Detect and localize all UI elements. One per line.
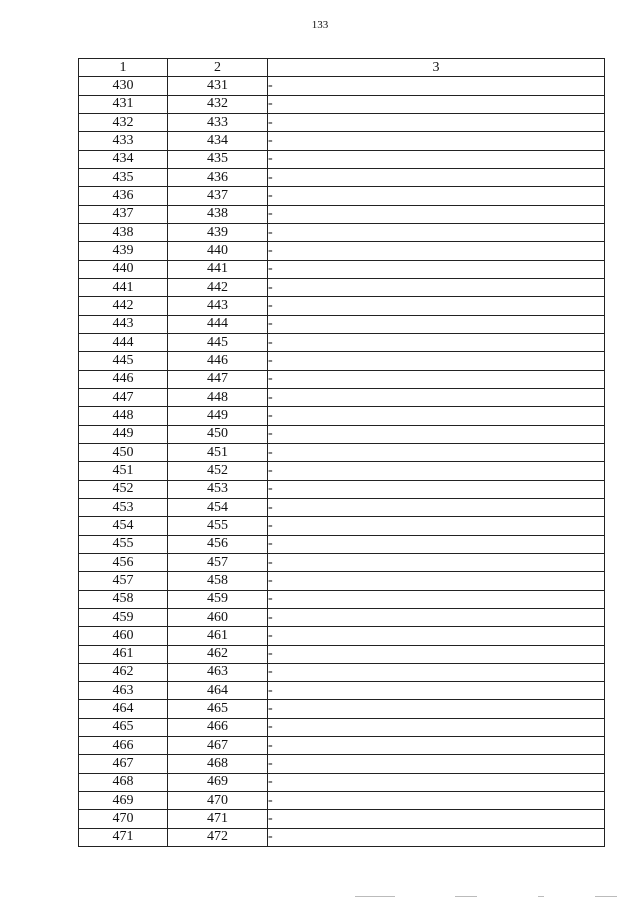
table-row bbox=[79, 572, 605, 590]
cell-col-2: 436 bbox=[168, 168, 268, 186]
cell-col-1: 437 bbox=[79, 205, 168, 223]
cell-col-1: 464 bbox=[79, 700, 168, 718]
cell-col-2: 437 bbox=[168, 187, 268, 205]
cell-col-2: 464 bbox=[168, 682, 268, 700]
cell-col-2: 445 bbox=[168, 333, 268, 351]
cell-col-3: - bbox=[268, 315, 605, 333]
table-row bbox=[79, 260, 605, 278]
cell-col-2: 460 bbox=[168, 608, 268, 626]
table-row bbox=[79, 443, 605, 461]
cell-col-3: - bbox=[268, 150, 605, 168]
table-row bbox=[79, 278, 605, 296]
cell-col-2: 469 bbox=[168, 773, 268, 791]
table-row bbox=[79, 205, 605, 223]
cell-col-3: - bbox=[268, 553, 605, 571]
cell-col-1: 456 bbox=[79, 553, 168, 571]
table-row bbox=[79, 590, 605, 608]
cell-col-1: 470 bbox=[79, 810, 168, 828]
table-row bbox=[79, 627, 605, 645]
cell-col-2: 438 bbox=[168, 205, 268, 223]
page-number: 133 bbox=[311, 19, 329, 31]
cell-col-3: - bbox=[268, 645, 605, 663]
cell-col-1: 451 bbox=[79, 462, 168, 480]
cell-col-3: - bbox=[268, 297, 605, 315]
table-row bbox=[79, 718, 605, 736]
cell-col-2: 432 bbox=[168, 95, 268, 113]
cell-col-1: 441 bbox=[79, 278, 168, 296]
table-row bbox=[79, 462, 605, 480]
table-row bbox=[79, 242, 605, 260]
cell-col-1: 468 bbox=[79, 773, 168, 791]
cell-col-2: 446 bbox=[168, 352, 268, 370]
cell-col-2: 466 bbox=[168, 718, 268, 736]
table-row bbox=[79, 407, 605, 425]
cell-col-3: - bbox=[268, 517, 605, 535]
cell-col-1: 444 bbox=[79, 333, 168, 351]
cell-col-3: - bbox=[268, 663, 605, 681]
cell-col-1: 434 bbox=[79, 150, 168, 168]
cell-col-3: - bbox=[268, 572, 605, 590]
cell-col-3: - bbox=[268, 223, 605, 241]
cell-col-3: - bbox=[268, 718, 605, 736]
cell-col-2: 452 bbox=[168, 462, 268, 480]
cell-col-1: 447 bbox=[79, 388, 168, 406]
cell-col-1: 465 bbox=[79, 718, 168, 736]
data-table bbox=[78, 58, 605, 847]
cell-col-3: - bbox=[268, 498, 605, 516]
cell-col-3: - bbox=[268, 443, 605, 461]
cell-col-3: - bbox=[268, 333, 605, 351]
cell-col-1: 450 bbox=[79, 443, 168, 461]
cell-col-2: 467 bbox=[168, 737, 268, 755]
table-row bbox=[79, 737, 605, 755]
cell-col-2: 453 bbox=[168, 480, 268, 498]
cell-col-1: 452 bbox=[79, 480, 168, 498]
cell-col-2: 459 bbox=[168, 590, 268, 608]
cell-col-3: - bbox=[268, 113, 605, 131]
cell-col-3: - bbox=[268, 535, 605, 553]
cell-col-2: 442 bbox=[168, 278, 268, 296]
cell-col-1: 440 bbox=[79, 260, 168, 278]
cell-col-1: 439 bbox=[79, 242, 168, 260]
cell-col-3: - bbox=[268, 773, 605, 791]
cell-col-2: 463 bbox=[168, 663, 268, 681]
cell-col-3: - bbox=[268, 168, 605, 186]
table-row bbox=[79, 370, 605, 388]
table-row bbox=[79, 187, 605, 205]
cell-col-3: - bbox=[268, 388, 605, 406]
cell-col-1: 469 bbox=[79, 792, 168, 810]
table-row bbox=[79, 315, 605, 333]
table-row bbox=[79, 132, 605, 150]
cell-col-2: 444 bbox=[168, 315, 268, 333]
cell-col-3: - bbox=[268, 608, 605, 626]
table-row bbox=[79, 95, 605, 113]
cell-col-2: 470 bbox=[168, 792, 268, 810]
table-row bbox=[79, 498, 605, 516]
cell-col-3: - bbox=[268, 792, 605, 810]
table-body bbox=[79, 77, 605, 847]
cell-col-1: 438 bbox=[79, 223, 168, 241]
cell-col-1: 431 bbox=[79, 95, 168, 113]
header-row bbox=[79, 59, 605, 77]
cell-col-1: 445 bbox=[79, 352, 168, 370]
cell-col-3: - bbox=[268, 700, 605, 718]
cell-col-2: 435 bbox=[168, 150, 268, 168]
cell-col-3: - bbox=[268, 407, 605, 425]
cell-col-2: 458 bbox=[168, 572, 268, 590]
column-header-2: 2 bbox=[168, 59, 268, 77]
cell-col-1: 448 bbox=[79, 407, 168, 425]
table-row bbox=[79, 810, 605, 828]
cell-col-1: 466 bbox=[79, 737, 168, 755]
table-row bbox=[79, 792, 605, 810]
cell-col-3: - bbox=[268, 187, 605, 205]
cell-col-2: 431 bbox=[168, 77, 268, 95]
cell-col-2: 441 bbox=[168, 260, 268, 278]
cell-col-2: 472 bbox=[168, 828, 268, 846]
table-row bbox=[79, 388, 605, 406]
column-header-1: 1 bbox=[79, 59, 168, 77]
cell-col-3: - bbox=[268, 480, 605, 498]
cell-col-3: - bbox=[268, 95, 605, 113]
cell-col-2: 450 bbox=[168, 425, 268, 443]
column-header-3: 3 bbox=[268, 59, 605, 77]
cell-col-2: 457 bbox=[168, 553, 268, 571]
cell-col-2: 447 bbox=[168, 370, 268, 388]
cell-col-2: 461 bbox=[168, 627, 268, 645]
cell-col-1: 463 bbox=[79, 682, 168, 700]
table-row bbox=[79, 517, 605, 535]
cell-col-1: 430 bbox=[79, 77, 168, 95]
cell-col-1: 457 bbox=[79, 572, 168, 590]
table-row bbox=[79, 755, 605, 773]
cell-col-2: 439 bbox=[168, 223, 268, 241]
cell-col-1: 462 bbox=[79, 663, 168, 681]
table-header bbox=[79, 59, 605, 77]
table-row bbox=[79, 828, 605, 846]
table-row bbox=[79, 223, 605, 241]
cell-col-2: 434 bbox=[168, 132, 268, 150]
table-row bbox=[79, 425, 605, 443]
cell-col-3: - bbox=[268, 755, 605, 773]
table-row bbox=[79, 608, 605, 626]
cell-col-3: - bbox=[268, 260, 605, 278]
cell-col-3: - bbox=[268, 828, 605, 846]
cell-col-3: - bbox=[268, 242, 605, 260]
cell-col-1: 459 bbox=[79, 608, 168, 626]
cell-col-3: - bbox=[268, 737, 605, 755]
table-row bbox=[79, 773, 605, 791]
cell-col-1: 442 bbox=[79, 297, 168, 315]
table-row bbox=[79, 682, 605, 700]
cell-col-1: 467 bbox=[79, 755, 168, 773]
cell-col-1: 449 bbox=[79, 425, 168, 443]
table-row bbox=[79, 150, 605, 168]
cell-col-3: - bbox=[268, 682, 605, 700]
cell-col-2: 451 bbox=[168, 443, 268, 461]
cell-col-3: - bbox=[268, 627, 605, 645]
cell-col-2: 455 bbox=[168, 517, 268, 535]
cell-col-1: 432 bbox=[79, 113, 168, 131]
cell-col-3: - bbox=[268, 352, 605, 370]
cell-col-3: - bbox=[268, 810, 605, 828]
cell-col-1: 455 bbox=[79, 535, 168, 553]
table-row bbox=[79, 333, 605, 351]
table-row bbox=[79, 113, 605, 131]
table-row bbox=[79, 645, 605, 663]
cell-col-1: 436 bbox=[79, 187, 168, 205]
cell-col-2: 465 bbox=[168, 700, 268, 718]
cell-col-1: 446 bbox=[79, 370, 168, 388]
table-row bbox=[79, 535, 605, 553]
table-row bbox=[79, 352, 605, 370]
cell-col-3: - bbox=[268, 590, 605, 608]
table-row bbox=[79, 297, 605, 315]
cell-col-3: - bbox=[268, 205, 605, 223]
table-row bbox=[79, 77, 605, 95]
cell-col-2: 449 bbox=[168, 407, 268, 425]
table-row bbox=[79, 663, 605, 681]
cell-col-2: 468 bbox=[168, 755, 268, 773]
cell-col-3: - bbox=[268, 132, 605, 150]
cell-col-3: - bbox=[268, 370, 605, 388]
cell-col-1: 458 bbox=[79, 590, 168, 608]
cell-col-2: 471 bbox=[168, 810, 268, 828]
table-row bbox=[79, 480, 605, 498]
cell-col-1: 460 bbox=[79, 627, 168, 645]
cell-col-2: 462 bbox=[168, 645, 268, 663]
cell-col-2: 443 bbox=[168, 297, 268, 315]
cell-col-1: 461 bbox=[79, 645, 168, 663]
cell-col-1: 471 bbox=[79, 828, 168, 846]
cell-col-3: - bbox=[268, 462, 605, 480]
cell-col-2: 454 bbox=[168, 498, 268, 516]
cell-col-1: 435 bbox=[79, 168, 168, 186]
cell-col-3: - bbox=[268, 425, 605, 443]
cell-col-1: 454 bbox=[79, 517, 168, 535]
cell-col-2: 448 bbox=[168, 388, 268, 406]
table-row bbox=[79, 700, 605, 718]
cell-col-1: 443 bbox=[79, 315, 168, 333]
cell-col-2: 456 bbox=[168, 535, 268, 553]
cell-col-1: 453 bbox=[79, 498, 168, 516]
footer-scan-marks bbox=[0, 896, 640, 902]
table-row bbox=[79, 553, 605, 571]
cell-col-3: - bbox=[268, 278, 605, 296]
cell-col-1: 433 bbox=[79, 132, 168, 150]
cell-col-2: 433 bbox=[168, 113, 268, 131]
cell-col-3: - bbox=[268, 77, 605, 95]
cell-col-2: 440 bbox=[168, 242, 268, 260]
table-row bbox=[79, 168, 605, 186]
